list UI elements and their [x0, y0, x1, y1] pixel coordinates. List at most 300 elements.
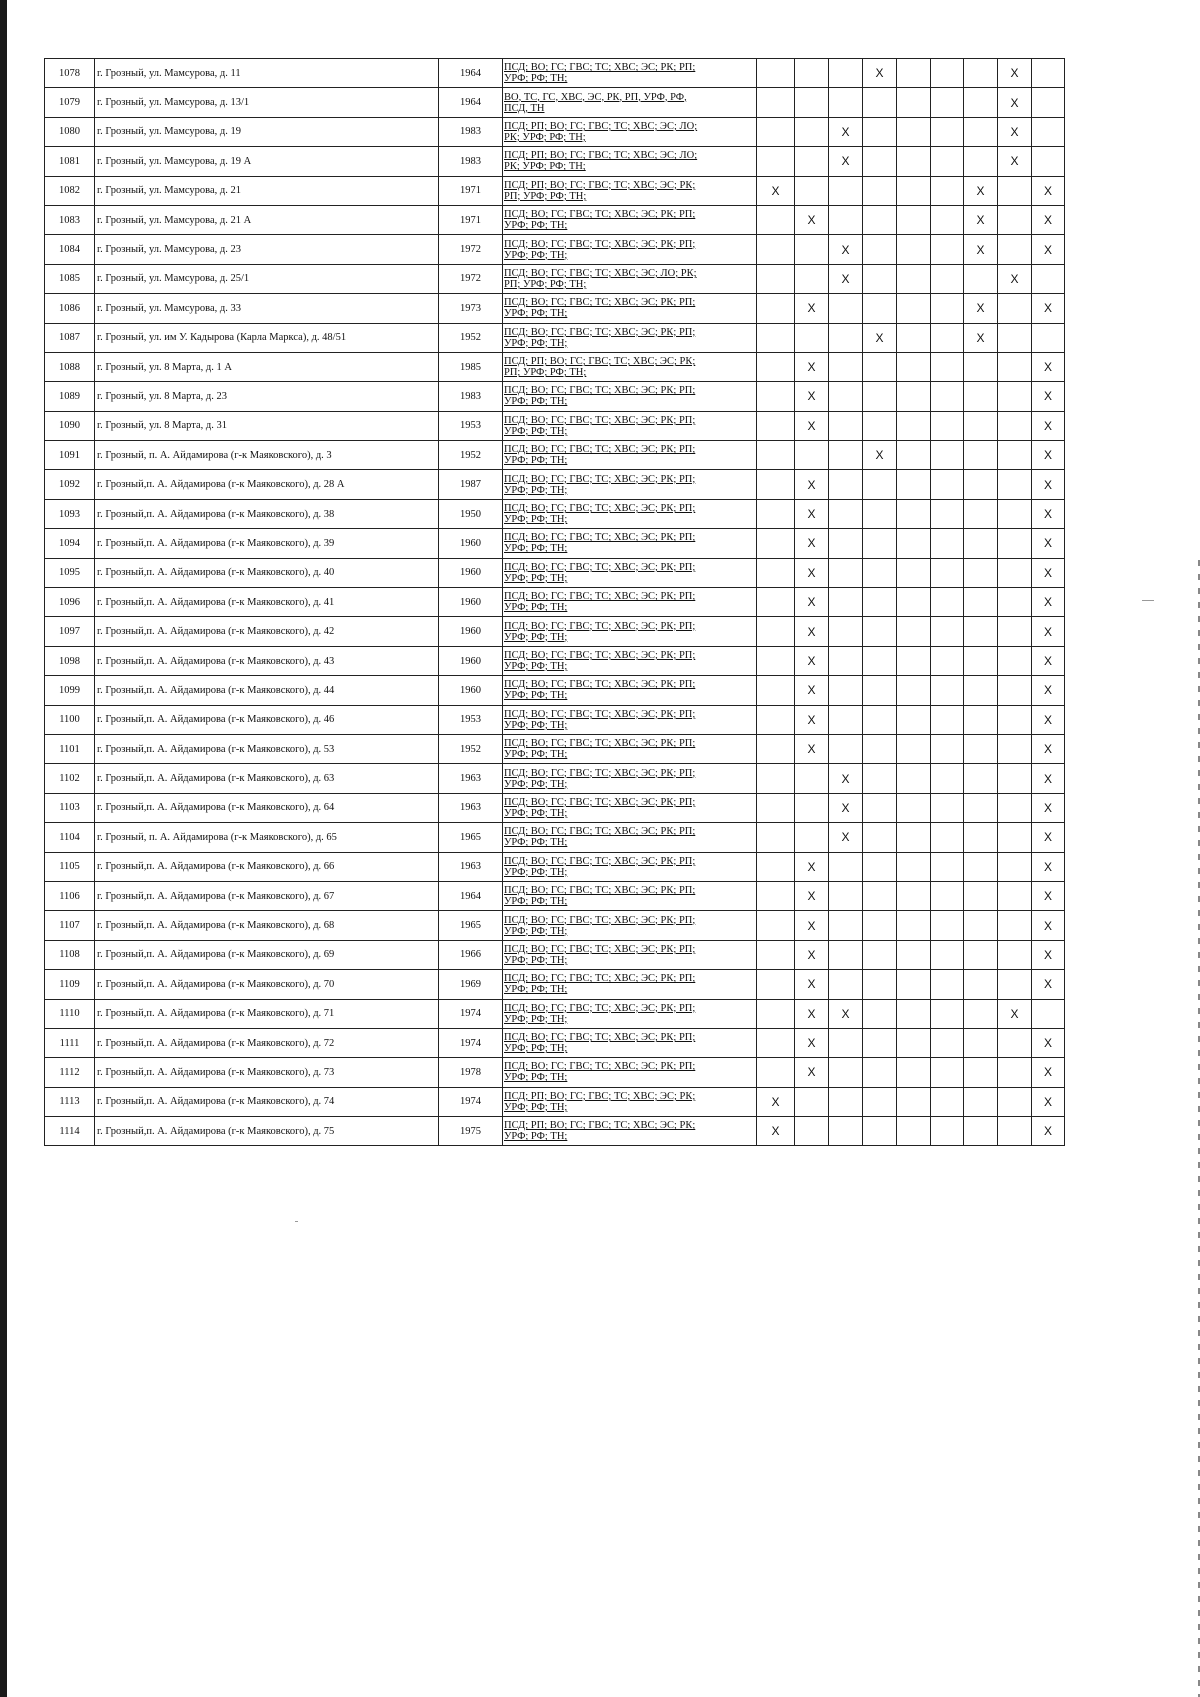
- mark-cell: X: [964, 323, 998, 352]
- table-row: [45, 264, 1103, 293]
- address-cell: г. Грозный,п. А. Айдамирова (г-к Маяковского), д. 43: [95, 646, 439, 675]
- mark-cell: [795, 147, 829, 176]
- mark-cell: X: [998, 117, 1032, 146]
- mark-cell: [964, 852, 998, 881]
- mark-cell: [964, 940, 998, 969]
- work-types-cell: ПСД; ВО; ГС; ГВС; ТС; ХВС; ЭС; РК; РП; УРФ; РФ; ТН;: [503, 705, 757, 734]
- work-types-cell: ПСД; ВО; ГС; ГВС; ТС; ХВС; ЭС; РК; РП; УРФ; РФ; ТН;: [503, 294, 757, 323]
- mark-cell: [829, 441, 863, 470]
- mark-cell: [964, 147, 998, 176]
- mark-cell: [1032, 323, 1065, 352]
- address-cell: г. Грозный,п. А. Айдамирова (г-к Маяковского), д. 46: [95, 705, 439, 734]
- row-number: 1078: [45, 59, 95, 88]
- mark-cell: [795, 88, 829, 117]
- mark-cell: [757, 352, 795, 381]
- mark-cell: [829, 1117, 863, 1146]
- mark-cell: X: [1032, 970, 1065, 999]
- mark-cell: X: [1032, 764, 1065, 793]
- mark-cell: [897, 940, 931, 969]
- mark-cell: [757, 911, 795, 940]
- address-cell: г. Грозный,п. А. Айдамирова (г-к Маяковского), д. 70: [95, 970, 439, 999]
- mark-cell: X: [795, 705, 829, 734]
- row-number: 1114: [45, 1117, 95, 1146]
- mark-cell: [998, 294, 1032, 323]
- mark-cell: [795, 823, 829, 852]
- mark-cell: [1032, 59, 1065, 88]
- mark-cell: [897, 411, 931, 440]
- table-row: [45, 764, 1103, 793]
- address-cell: г. Грозный,п. А. Айдамирова (г-к Маяковского), д. 53: [95, 734, 439, 763]
- address-cell: г. Грозный,п. А. Айдамирова (г-к Маяковского), д. 71: [95, 999, 439, 1028]
- address-cell: г. Грозный, ул. Мамсурова, д. 25/1: [95, 264, 439, 293]
- table-row: [45, 970, 1103, 999]
- address-cell: г. Грозный, п. А. Айдамирова (г-к Маяковского), д. 65: [95, 823, 439, 852]
- mark-cell: [757, 999, 795, 1028]
- mark-cell: [931, 59, 964, 88]
- mark-cell: [964, 352, 998, 381]
- mark-cell: [863, 1028, 897, 1057]
- row-number: 1082: [45, 176, 95, 205]
- mark-cell: [897, 646, 931, 675]
- mark-cell: X: [1032, 176, 1065, 205]
- address-cell: г. Грозный,п. А. Айдамирова (г-к Маяковского), д. 63: [95, 764, 439, 793]
- mark-cell: [931, 499, 964, 528]
- mark-cell: [931, 441, 964, 470]
- table-row: [45, 558, 1103, 587]
- mark-cell: [897, 852, 931, 881]
- mark-cell: X: [964, 294, 998, 323]
- year-cell: 1952: [439, 441, 503, 470]
- row-number: 1106: [45, 881, 95, 910]
- year-cell: 1983: [439, 382, 503, 411]
- mark-cell: X: [1032, 352, 1065, 381]
- address-cell: г. Грозный,п. А. Айдамирова (г-к Маяковского), д. 66: [95, 852, 439, 881]
- mark-cell: X: [829, 764, 863, 793]
- row-number: 1095: [45, 558, 95, 587]
- table-row: [45, 1117, 1103, 1146]
- work-types-cell: ПСД; ВО; ГС; ГВС; ТС; ХВС; ЭС; РК; РП; УРФ; РФ; ТН;: [503, 676, 757, 705]
- year-cell: 1972: [439, 235, 503, 264]
- work-types-cell: ПСД; ВО; ГС; ГВС; ТС; ХВС; ЭС; ЛО; РК; РП; УРФ; РФ; ТН;: [503, 264, 757, 293]
- mark-cell: [897, 205, 931, 234]
- mark-cell: X: [863, 441, 897, 470]
- table-row: [45, 705, 1103, 734]
- mark-cell: [931, 264, 964, 293]
- mark-cell: [897, 176, 931, 205]
- mark-cell: X: [757, 176, 795, 205]
- mark-cell: [964, 117, 998, 146]
- work-types-cell: ПСД; ВО; ГС; ГВС; ТС; ХВС; ЭС; РК; РП; УРФ; РФ; ТН;: [503, 764, 757, 793]
- mark-cell: [757, 881, 795, 910]
- mark-cell: [897, 1058, 931, 1087]
- mark-cell: [964, 588, 998, 617]
- mark-cell: [964, 499, 998, 528]
- mark-cell: [829, 1087, 863, 1116]
- year-cell: 1964: [439, 88, 503, 117]
- mark-cell: [757, 117, 795, 146]
- table-row: [45, 382, 1103, 411]
- mark-cell: X: [1032, 382, 1065, 411]
- table-row: [45, 411, 1103, 440]
- mark-cell: [757, 499, 795, 528]
- mark-cell: X: [795, 852, 829, 881]
- mark-cell: [897, 911, 931, 940]
- address-cell: г. Грозный,п. А. Айдамирова (г-к Маяковского), д. 41: [95, 588, 439, 617]
- work-types-cell: ВО, ТС, ГС, ХВС, ЭС, РК, РП, УРФ, РФ, ПСД, ТН: [503, 88, 757, 117]
- year-cell: 1964: [439, 881, 503, 910]
- mark-cell: [964, 88, 998, 117]
- row-number: 1107: [45, 911, 95, 940]
- mark-cell: [931, 529, 964, 558]
- address-cell: г. Грозный, ул. Мамсурова, д. 33: [95, 294, 439, 323]
- mark-cell: X: [829, 147, 863, 176]
- address-cell: г. Грозный, ул. Мамсурова, д. 23: [95, 235, 439, 264]
- mark-cell: [897, 734, 931, 763]
- address-cell: г. Грозный,п. А. Айдамирова (г-к Маяковского), д. 75: [95, 1117, 439, 1146]
- mark-cell: X: [1032, 588, 1065, 617]
- address-cell: г. Грозный, ул. 8 Марта, д. 1 А: [95, 352, 439, 381]
- work-types-cell: ПСД; ВО; ГС; ГВС; ТС; ХВС; ЭС; РК; РП; УРФ; РФ; ТН;: [503, 235, 757, 264]
- table-row: [45, 852, 1103, 881]
- mark-cell: [931, 676, 964, 705]
- mark-cell: [757, 235, 795, 264]
- mark-cell: X: [964, 176, 998, 205]
- mark-cell: [757, 1028, 795, 1057]
- address-cell: г. Грозный, ул. Мамсурова, д. 21: [95, 176, 439, 205]
- table-row: [45, 235, 1103, 264]
- mark-cell: [897, 823, 931, 852]
- mark-cell: X: [795, 352, 829, 381]
- mark-cell: [964, 1087, 998, 1116]
- mark-cell: [757, 264, 795, 293]
- mark-cell: [931, 734, 964, 763]
- mark-cell: [998, 970, 1032, 999]
- mark-cell: [863, 382, 897, 411]
- work-types-cell: ПСД; РП; ВО; ГС; ГВС; ТС; ХВС; ЭС; РК; УРФ; РФ; ТН;: [503, 1087, 757, 1116]
- mark-cell: [998, 852, 1032, 881]
- mark-cell: [964, 1058, 998, 1087]
- mark-cell: X: [1032, 558, 1065, 587]
- mark-cell: [998, 940, 1032, 969]
- mark-cell: [931, 999, 964, 1028]
- mark-cell: X: [795, 588, 829, 617]
- mark-cell: [897, 88, 931, 117]
- table-row: [45, 1028, 1103, 1057]
- mark-cell: [1032, 264, 1065, 293]
- mark-cell: X: [795, 499, 829, 528]
- table-row: [45, 323, 1103, 352]
- mark-cell: [757, 852, 795, 881]
- year-cell: 1960: [439, 588, 503, 617]
- row-number: 1102: [45, 764, 95, 793]
- year-cell: 1971: [439, 205, 503, 234]
- mark-cell: X: [757, 1117, 795, 1146]
- mark-cell: [863, 176, 897, 205]
- mark-cell: [863, 235, 897, 264]
- mark-cell: [931, 176, 964, 205]
- mark-cell: [829, 558, 863, 587]
- mark-cell: [863, 1087, 897, 1116]
- mark-cell: [829, 1028, 863, 1057]
- mark-cell: [863, 940, 897, 969]
- address-cell: г. Грозный, ул. Мамсурова, д. 19: [95, 117, 439, 146]
- year-cell: 1975: [439, 1117, 503, 1146]
- mark-cell: [998, 734, 1032, 763]
- row-number: 1087: [45, 323, 95, 352]
- mark-cell: [998, 1117, 1032, 1146]
- row-number: 1098: [45, 646, 95, 675]
- mark-cell: [964, 793, 998, 822]
- mark-cell: [998, 470, 1032, 499]
- mark-cell: [829, 852, 863, 881]
- mark-cell: [998, 676, 1032, 705]
- mark-cell: [897, 558, 931, 587]
- mark-cell: X: [863, 59, 897, 88]
- work-types-cell: ПСД; РП; ВО; ГС; ГВС; ТС; ХВС; ЭС; РК; РП; УРФ; РФ; ТН;: [503, 352, 757, 381]
- year-cell: 1960: [439, 617, 503, 646]
- table-row: [45, 59, 1103, 88]
- mark-cell: X: [1032, 852, 1065, 881]
- mark-cell: [931, 470, 964, 499]
- work-types-cell: ПСД; РП; ВО; ГС; ГВС; ТС; ХВС; ЭС; РК; РП; УРФ; РФ; ТН;: [503, 176, 757, 205]
- mark-cell: [863, 470, 897, 499]
- year-cell: 1953: [439, 705, 503, 734]
- mark-cell: X: [1032, 734, 1065, 763]
- mark-cell: [757, 823, 795, 852]
- mark-cell: [897, 1117, 931, 1146]
- table-row: [45, 176, 1103, 205]
- mark-cell: [964, 734, 998, 763]
- mark-cell: [829, 911, 863, 940]
- mark-cell: [757, 323, 795, 352]
- mark-cell: [998, 176, 1032, 205]
- work-types-cell: ПСД; ВО; ГС; ГВС; ТС; ХВС; ЭС; РК; РП; УРФ; РФ; ТН;: [503, 823, 757, 852]
- mark-cell: [931, 1028, 964, 1057]
- row-number: 1081: [45, 147, 95, 176]
- mark-cell: [931, 1117, 964, 1146]
- address-cell: г. Грозный, ул. 8 Марта, д. 23: [95, 382, 439, 411]
- mark-cell: [863, 264, 897, 293]
- mark-cell: [998, 499, 1032, 528]
- mark-cell: [998, 911, 1032, 940]
- address-cell: г. Грозный, ул. Мамсурова, д. 11: [95, 59, 439, 88]
- mark-cell: X: [998, 59, 1032, 88]
- mark-cell: [863, 734, 897, 763]
- mark-cell: [863, 764, 897, 793]
- mark-cell: [964, 881, 998, 910]
- mark-cell: [964, 617, 998, 646]
- mark-cell: [897, 382, 931, 411]
- year-cell: 1960: [439, 529, 503, 558]
- mark-cell: [998, 823, 1032, 852]
- row-number: 1080: [45, 117, 95, 146]
- mark-cell: X: [1032, 705, 1065, 734]
- housing-repair-table: [44, 58, 1103, 1146]
- table-row: [45, 881, 1103, 910]
- address-cell: г. Грозный,п. А. Айдамирова (г-к Маяковского), д. 42: [95, 617, 439, 646]
- address-cell: г. Грозный, ул. Мамсурова, д. 21 А: [95, 205, 439, 234]
- year-cell: 1973: [439, 294, 503, 323]
- work-types-cell: ПСД; ВО; ГС; ГВС; ТС; ХВС; ЭС; РК; РП; УРФ; РФ; ТН;: [503, 646, 757, 675]
- row-number: 1101: [45, 734, 95, 763]
- mark-cell: [829, 676, 863, 705]
- work-types-cell: ПСД; ВО; ГС; ГВС; ТС; ХВС; ЭС; РК; РП; УРФ; РФ; ТН;: [503, 999, 757, 1028]
- work-types-cell: ПСД; ВО; ГС; ГВС; ТС; ХВС; ЭС; РК; РП; УРФ; РФ; ТН;: [503, 323, 757, 352]
- mark-cell: X: [795, 970, 829, 999]
- year-cell: 1971: [439, 176, 503, 205]
- table-row: [45, 793, 1103, 822]
- year-cell: 1983: [439, 117, 503, 146]
- mark-cell: [757, 558, 795, 587]
- mark-cell: [757, 764, 795, 793]
- work-types-cell: ПСД; ВО; ГС; ГВС; ТС; ХВС; ЭС; РК; РП; УРФ; РФ; ТН;: [503, 558, 757, 587]
- mark-cell: X: [863, 323, 897, 352]
- mark-cell: [897, 147, 931, 176]
- mark-cell: [897, 676, 931, 705]
- address-cell: г. Грозный,п. А. Айдамирова (г-к Маяковского), д. 68: [95, 911, 439, 940]
- mark-cell: X: [795, 558, 829, 587]
- table-row: [45, 588, 1103, 617]
- mark-cell: [757, 940, 795, 969]
- mark-cell: [1032, 117, 1065, 146]
- mark-cell: [757, 617, 795, 646]
- mark-cell: [931, 823, 964, 852]
- mark-cell: [1032, 999, 1065, 1028]
- mark-cell: [757, 294, 795, 323]
- address-cell: г. Грозный,п. А. Айдамирова (г-к Маяковского), д. 69: [95, 940, 439, 969]
- mark-cell: [998, 558, 1032, 587]
- mark-cell: [931, 558, 964, 587]
- mark-cell: [897, 470, 931, 499]
- year-cell: 1963: [439, 793, 503, 822]
- row-number: 1109: [45, 970, 95, 999]
- mark-cell: X: [795, 940, 829, 969]
- year-cell: 1974: [439, 1028, 503, 1057]
- row-number: 1083: [45, 205, 95, 234]
- table-row: [45, 205, 1103, 234]
- mark-cell: [795, 323, 829, 352]
- mark-cell: [757, 529, 795, 558]
- mark-cell: [998, 411, 1032, 440]
- row-number: 1104: [45, 823, 95, 852]
- mark-cell: X: [998, 999, 1032, 1028]
- address-cell: г. Грозный,п. А. Айдамирова (г-к Маяковского), д. 39: [95, 529, 439, 558]
- scan-artifact: [1142, 600, 1154, 601]
- table-row: [45, 646, 1103, 675]
- mark-cell: X: [1032, 646, 1065, 675]
- mark-cell: [829, 588, 863, 617]
- mark-cell: [998, 352, 1032, 381]
- mark-cell: [931, 411, 964, 440]
- table-row: [45, 147, 1103, 176]
- mark-cell: [757, 411, 795, 440]
- mark-cell: X: [1032, 617, 1065, 646]
- mark-cell: [829, 529, 863, 558]
- address-cell: г. Грозный,п. А. Айдамирова (г-к Маяковского), д. 44: [95, 676, 439, 705]
- mark-cell: [897, 999, 931, 1028]
- mark-cell: [757, 147, 795, 176]
- year-cell: 1969: [439, 970, 503, 999]
- row-number: 1108: [45, 940, 95, 969]
- mark-cell: X: [964, 205, 998, 234]
- mark-cell: [964, 470, 998, 499]
- mark-cell: [931, 294, 964, 323]
- mark-cell: X: [795, 1028, 829, 1057]
- mark-cell: X: [795, 676, 829, 705]
- mark-cell: X: [1032, 499, 1065, 528]
- scan-left-edge: [0, 0, 7, 1697]
- address-cell: г. Грозный,п. А. Айдамирова (г-к Маяковского), д. 67: [95, 881, 439, 910]
- mark-cell: [998, 323, 1032, 352]
- mark-cell: [757, 588, 795, 617]
- row-number: 1100: [45, 705, 95, 734]
- mark-cell: [863, 852, 897, 881]
- mark-cell: X: [1032, 881, 1065, 910]
- mark-cell: X: [795, 411, 829, 440]
- mark-cell: X: [1032, 940, 1065, 969]
- mark-cell: [863, 499, 897, 528]
- mark-cell: [964, 999, 998, 1028]
- mark-cell: X: [795, 881, 829, 910]
- mark-cell: [863, 205, 897, 234]
- work-types-cell: ПСД; РП; ВО; ГС; ГВС; ТС; ХВС; ЭС; ЛО; РК; УРФ; РФ; ТН;: [503, 147, 757, 176]
- mark-cell: [931, 352, 964, 381]
- mark-cell: X: [795, 734, 829, 763]
- mark-cell: X: [1032, 1058, 1065, 1087]
- row-number: 1111: [45, 1028, 95, 1057]
- mark-cell: [897, 264, 931, 293]
- mark-cell: X: [795, 617, 829, 646]
- mark-cell: [757, 1058, 795, 1087]
- mark-cell: [931, 793, 964, 822]
- mark-cell: [931, 117, 964, 146]
- mark-cell: [829, 734, 863, 763]
- mark-cell: X: [795, 470, 829, 499]
- mark-cell: [757, 646, 795, 675]
- mark-cell: [829, 176, 863, 205]
- row-number: 1084: [45, 235, 95, 264]
- year-cell: 1972: [439, 264, 503, 293]
- mark-cell: [757, 734, 795, 763]
- mark-cell: [829, 352, 863, 381]
- mark-cell: [964, 764, 998, 793]
- table-row: [45, 999, 1103, 1028]
- mark-cell: [964, 558, 998, 587]
- year-cell: 1965: [439, 911, 503, 940]
- mark-cell: [998, 529, 1032, 558]
- mark-cell: [863, 294, 897, 323]
- mark-cell: [795, 117, 829, 146]
- mark-cell: [829, 323, 863, 352]
- row-number: 1093: [45, 499, 95, 528]
- mark-cell: [964, 59, 998, 88]
- address-cell: г. Грозный,п. А. Айдамирова (г-к Маяковского), д. 73: [95, 1058, 439, 1087]
- mark-cell: [998, 588, 1032, 617]
- mark-cell: [829, 705, 863, 734]
- table-row: [45, 294, 1103, 323]
- mark-cell: [931, 911, 964, 940]
- mark-cell: X: [998, 264, 1032, 293]
- table-row: [45, 617, 1103, 646]
- year-cell: 1987: [439, 470, 503, 499]
- year-cell: 1974: [439, 999, 503, 1028]
- row-number: 1096: [45, 588, 95, 617]
- mark-cell: [829, 382, 863, 411]
- mark-cell: [757, 705, 795, 734]
- year-cell: 1952: [439, 734, 503, 763]
- mark-cell: [964, 823, 998, 852]
- mark-cell: [964, 441, 998, 470]
